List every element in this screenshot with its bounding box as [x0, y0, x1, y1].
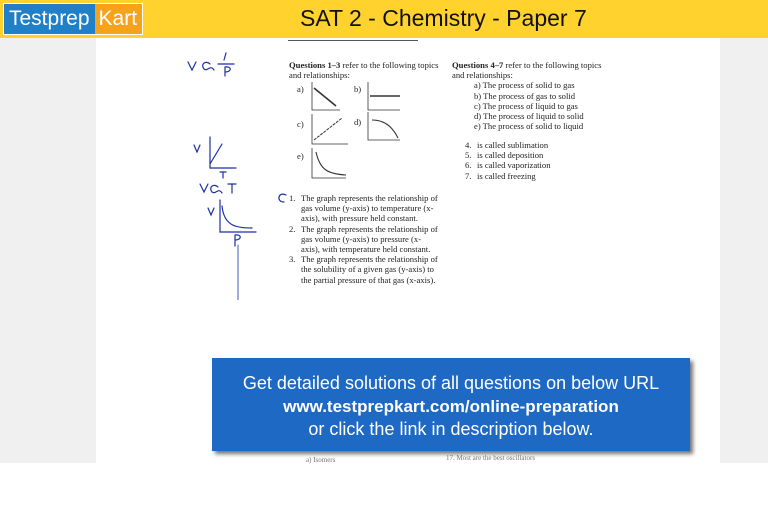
question-2 [289, 224, 439, 255]
hand-p-2 [235, 235, 240, 246]
question-number: 2. [289, 223, 296, 234]
questions-1-3 [289, 193, 439, 285]
testprepkart-logo[interactable] [3, 3, 143, 35]
option-d: d) The process of liquid to solid [474, 111, 584, 122]
question-text: The graph represents the relationship of the solubility of a given gas (y-axis) to the partial pressure of that gas (x-axis). [301, 254, 438, 285]
question-number: 4. [465, 140, 472, 150]
handwritten-annotations [180, 50, 300, 300]
page-title: SAT 2 - Chemistry - Paper 7 [300, 5, 587, 31]
partial-text-left: a) Isomers [306, 456, 336, 464]
graph-label-b: b) [354, 84, 362, 94]
banner-line-1: Get detailed solutions of all questions on below URL [242, 373, 660, 393]
question-1 [289, 193, 439, 224]
intro-bold: Questions 4–7 [452, 60, 504, 70]
questions-4-7-intro [452, 60, 612, 131]
logo-part-kart: Kart [95, 4, 143, 34]
graph-d-line [372, 120, 398, 138]
option-a: a) The process of solid to gas [474, 80, 575, 91]
hand-curve-2 [222, 206, 252, 228]
graph-label-c: c) [297, 119, 304, 129]
header-bar [0, 0, 768, 38]
left-margin-panel [0, 38, 96, 463]
intro-text: refer to the following topics and relationships: [289, 60, 439, 81]
hand-alpha-1 [203, 62, 214, 70]
questions-1-3-intro [289, 60, 439, 80]
graph-c-line [314, 118, 342, 140]
solutions-banner[interactable] [212, 358, 690, 451]
question-3 [289, 254, 439, 285]
graph-sketches [296, 82, 416, 182]
right-margin-panel [720, 38, 768, 463]
option-e: e) The process of solid to liquid [474, 121, 584, 132]
question-6 [465, 160, 605, 170]
banner-url-link[interactable]: www.testprepkart.com/online-preparation [283, 397, 619, 416]
question-number: 6. [465, 160, 472, 171]
hand-one [224, 53, 226, 60]
hand-v-3 [200, 184, 208, 192]
logo-part-testprep: Testprep [4, 4, 95, 34]
question-text: The graph represents the relationship of gas volume (y-axis) to temperature (x-axis), with pressure held constant. [301, 193, 438, 224]
banner-line-3: or click the link in description below. [308, 419, 594, 439]
intro-bold: Questions 1–3 [289, 60, 341, 70]
hand-alpha-2 [211, 185, 222, 193]
question-text: is called sublimation [477, 140, 549, 150]
graph-label-a: a) [297, 84, 304, 94]
page-top-rule [288, 40, 418, 41]
questions-4-7 [465, 140, 605, 181]
hand-p-1 [225, 67, 230, 76]
question-7 [465, 171, 605, 181]
graph-label-d: d) [354, 117, 362, 127]
hand-axes-1 [210, 137, 236, 168]
question-text: is called vaporization [477, 160, 551, 171]
question-text: is called deposition [477, 150, 544, 161]
question-text: is called freezing [477, 170, 536, 181]
question-text: The graph represents the relationship of gas volume (y-axis) to pressure (x-axis), with temperature held constant. [301, 223, 438, 255]
hand-line-1 [210, 144, 222, 164]
graph-e-line [316, 152, 346, 175]
hand-v-1 [188, 62, 196, 70]
question-5 [465, 150, 605, 160]
hand-v-4 [208, 208, 214, 215]
hand-t-2 [228, 184, 236, 193]
option-c: c) The process of liquid to gas [474, 100, 578, 111]
option-b: b) The process of gas to solid [474, 90, 576, 101]
question-number: 3. [289, 254, 296, 265]
question-number: 7. [465, 170, 472, 181]
question-number: 5. [465, 150, 472, 161]
hand-t-1 [220, 172, 226, 178]
question-4 [465, 140, 605, 150]
question-number: 1. [289, 193, 296, 203]
partial-text-right: 17. Most are the best oscillators [446, 454, 536, 462]
graph-a-line [314, 88, 336, 106]
hand-v-2 [194, 145, 200, 152]
phase-options [452, 80, 612, 131]
graph-label-e: e) [297, 151, 304, 161]
hand-c-mark [279, 194, 286, 202]
intro-text: refer to the following topics and relationships: [452, 60, 602, 81]
